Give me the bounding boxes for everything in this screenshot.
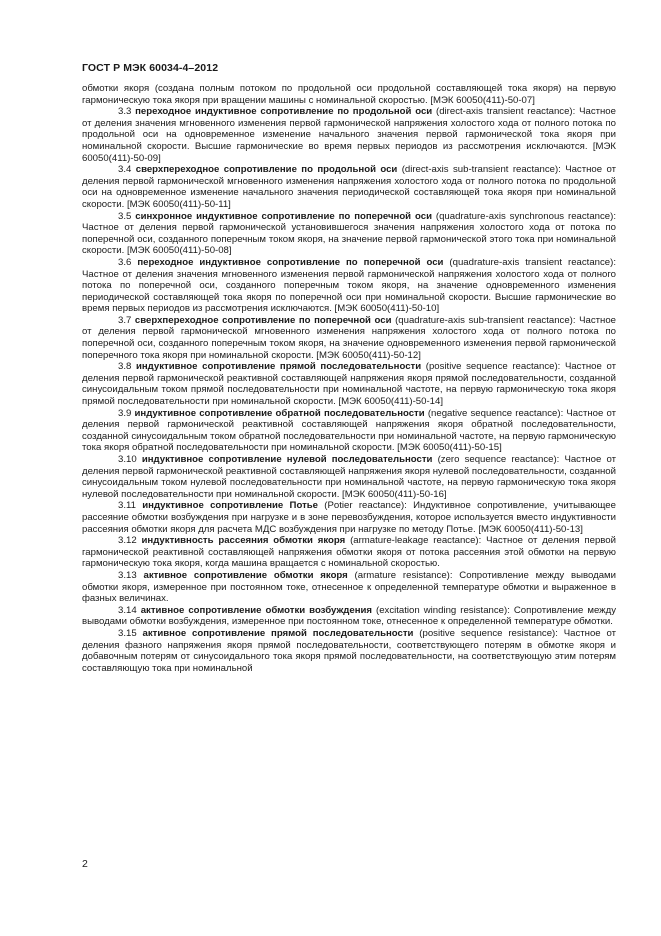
term-title: индуктивное сопротивление обратной последовательности: [134, 407, 425, 419]
term-title: индуктивность рассеяния обмотки якоря: [141, 535, 346, 547]
term-number: 3.13: [118, 569, 137, 581]
term-title: индуктивное сопротивление нулевой последовательности: [141, 454, 433, 465]
term-definition: (quadrature-axis synchronous reactance): Частное от деления первой гармонической установившегося значения напряжения холостого хода от потока по поперечной оси, созданного поперечным током якоря, на значение первой гармонической этого тока при номинальной скорости. [МЭК 60050(411)-50-08]: [82, 210, 616, 257]
term-title: индуктивное сопротивление прямой последовательности: [135, 361, 422, 373]
term-definition: (excitation winding resistance): Сопротивление между выводами обмотки возбуждения, измеренное при постоянном токе, отнесенное к определенной температуре обмотки.: [82, 604, 616, 628]
term-3-5: [82, 211, 616, 257]
term-definition: (zero sequence reactance): Частное от деления первой гармонической реактивной составляющей напряжения якоря нулевой последовательности, созданной синусоидальным током нулевой последовательности при номинальной частоте, на первую гармоническую тока якоря нулевой последовательности при номинальной скорости. [МЭК 60050(411)-50-16]: [82, 454, 616, 500]
term-title: сверхпереходное сопротивление по поперечной оси: [134, 314, 392, 326]
term-3-10: [82, 454, 616, 500]
term-number: 3.5: [118, 210, 132, 222]
term-number: 3.9: [118, 407, 132, 419]
term-definition: (armature-leakage reactance): Частное от деления первой гармонической реактивной составляющей напряжения обмотки якоря от потока рассеяния этой обмотки на первую гармоническую тока якоря, когда машина вращается с номинальной скоростью.: [82, 535, 616, 570]
term-3-11: [82, 500, 616, 535]
term-definition: (negative sequence reactance): Частное от деления первой гармонической реактивной составляющей напряжения якоря обратной последовательности, созданной синусоидальным током обратной последовательности при номинальной частоте, на первую гармоническую тока якоря обратной последовательности при номинальной скорости. [МЭК 60050(411)-50-15]: [82, 407, 616, 454]
term-number: 3.6: [118, 256, 132, 268]
term-definition: (positive sequence reactance): Частное от деления первой гармонической реактивной составляющей напряжения якоря прямой последовательности, созданной синусоидальным током прямой последовательности при номинальной частоте, на первую гармоническую тока якоря прямой последовательности при номинальной скорости. [МЭК 60050(411)-50-14]: [82, 361, 616, 408]
term-3-9: [82, 408, 616, 454]
term-3-4: [82, 164, 616, 210]
term-3-7: [82, 315, 616, 361]
term-number: 3.8: [118, 361, 132, 373]
term-title: индуктивное сопротивление Потье: [142, 500, 318, 512]
term-definition: (direct-axis sub-transient reactance): Частное от деления первой гармонической мгновенного изменения напряжения холостого хода от полного потока по продольной оси на одновременное изменение начального значения периодической составляющей тока якоря при номинальной скорости. [МЭК 60050(411)-50-11]: [82, 164, 616, 210]
term-3-3: [82, 106, 616, 164]
document-body: [82, 83, 616, 674]
term-title: переходное индуктивное сопротивление по продольной оси: [135, 106, 433, 118]
term-title: переходное индуктивное сопротивление по поперечной оси: [137, 256, 444, 268]
term-number: 3.12: [118, 535, 137, 547]
term-title: активное сопротивление обмотки якоря: [143, 569, 348, 581]
term-definition: (quadrature-axis sub-transient reactance): Частное от деления первой гармонической мгновенного изменения напряжения холостого хода от полного потока по поперечной оси, созданного поперечным током якоря, на значение одновременного изменения первой гармонической поперечного тока якоря при номинальной скорости. [МЭК 60050(411)-50-12]: [82, 314, 616, 361]
term-3-8: [82, 361, 616, 407]
term-3-14: [82, 605, 616, 628]
term-definition: (positive sequence resistance): Частное от деления фазного напряжения якоря прямой последовательности, соответствующего потерям в обмотке якоря и добавочным потерям от синусоидального тока якоря прямой последовательности, на соответствующую этим потерям составляющую тока при номинальной: [82, 627, 617, 674]
term-3-12: [82, 535, 616, 570]
term-3-15: [82, 628, 616, 674]
term-title: синхронное индуктивное сопротивление по поперечной оси: [135, 210, 432, 222]
term-definition: (armature resistance): Сопротивление между выводами обмотки якоря, измеренное при постоянном токе, отнесенное к определенной температуре обмотки и выраженное в фазных величинах.: [82, 569, 616, 605]
term-number: 3.15: [118, 627, 137, 639]
term-number: 3.7: [118, 314, 132, 326]
term-title: сверхпереходное сопротивление по продольной оси: [135, 164, 398, 176]
term-title: активное сопротивление прямой последовательности: [142, 627, 414, 639]
term-number: 3.3: [118, 106, 132, 118]
document-header: ГОСТ Р МЭК 60034-4–2012: [82, 62, 219, 74]
term-number: 3.4: [118, 164, 132, 176]
term-3-13: [82, 570, 616, 605]
term-definition: (direct-axis transient reactance): Частное от деления значения мгновенного изменения первой гармонической напряжения холостого хода от полного потока по продольной оси на одновременное изменение начального значения первой гармонической тока якоря при номинальной скорости. Высшие гармонические во время первых периодов из рассмотрения исключаются. [МЭК 60050(411)-50-09]: [82, 106, 616, 164]
term-number: 3.11: [118, 500, 136, 512]
term-number: 3.14: [118, 604, 137, 616]
term-title: активное сопротивление обмотки возбуждения: [140, 604, 372, 616]
term-3-6: [82, 257, 616, 315]
intro-paragraph: обмотки якоря (создана полным потоком по продольной оси продольной составляющей тока якоря) на первую гармоническую тока якоря при вращении машины с номинальной скоростью. [МЭК 60050(411)-50-07]: [82, 83, 616, 106]
term-number: 3.10: [118, 454, 137, 465]
term-definition: (Potier reactance): Индуктивное сопротивление, учитывающее рассеяние обмотки возбуждения при нагрузке и в зоне перевозбуждения, которое используется вместо индуктивности рассеяния обмотки якоря для расчета МДС возбуждения при нагрузке по методу Потье. [МЭК 60050(411)-50-13]: [82, 500, 616, 535]
page-number: 2: [82, 858, 88, 870]
term-definition: (quadrature-axis transient reactance): Частное от деления значения мгновенного изменения первой гармонической напряжения холостого хода от полного потока по поперечной оси, созданного поперечным током якоря, на значение одновременного изменения периодической составляющей тока якоря по поперечной оси при номинальной скорости. Высшие гармонические во время первых периодов из рассмотрения исключаются. [МЭК 60050(411)-50-10]: [82, 256, 616, 315]
